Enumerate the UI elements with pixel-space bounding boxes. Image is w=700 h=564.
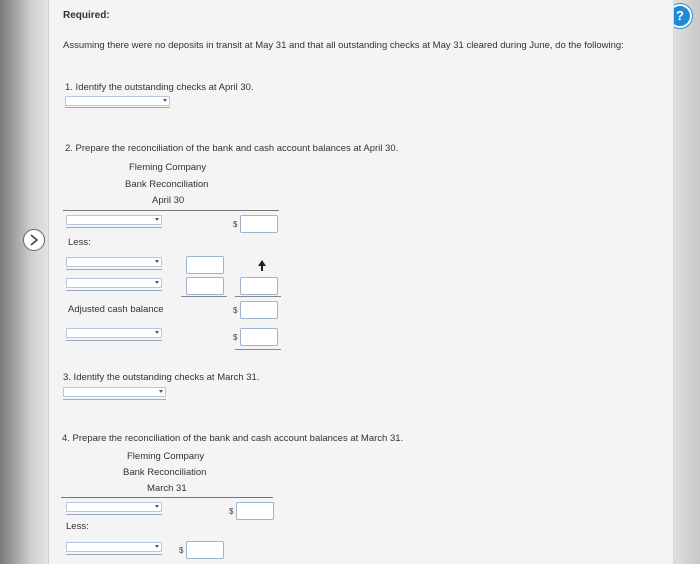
q2-dropdown-underline [66,269,162,270]
q2-amount-underline [181,296,227,297]
q4-header-rule [61,497,273,498]
currency-symbol: $ [233,306,238,315]
cursor-icon [255,259,269,273]
help-icon[interactable]: ? [668,4,692,28]
q2-less-label: Less: [68,237,91,248]
q2-less-amount-1-input[interactable] [186,256,224,274]
instructions-text: Assuming there were no deposits in transit at May 31 and that all outstanding checks at May 31 cleared during June, do the following: [63,40,624,51]
dropdown-arrow-icon [155,260,159,263]
q2-total-underline [235,296,281,297]
expand-chevron-icon[interactable] [23,229,45,251]
q2-header-rule [63,210,279,211]
dropdown-arrow-icon [155,331,159,334]
worksheet-panel [48,0,674,564]
q2-bank-balance-input[interactable] [240,215,278,233]
q3-checks-dropdown[interactable] [63,387,166,397]
currency-symbol: $ [179,546,184,555]
dropdown-arrow-icon [159,390,163,393]
question-3-text: 3. Identify the outstanding checks at March 31. [63,372,260,383]
q4-dropdown-underline [66,514,162,515]
dropdown-arrow-icon [155,545,159,548]
left-background [0,0,52,564]
q4-report-title: Bank Reconciliation [123,467,207,478]
q2-dropdown-underline [66,227,162,228]
dropdown-arrow-icon [155,505,159,508]
dropdown-arrow-icon [163,99,167,102]
q4-less-label: Less: [66,521,89,532]
q2-balance-per-bank-dropdown[interactable] [66,215,162,225]
q2-adjusted-cash-label: Adjusted cash balance [68,304,164,315]
q4-balance-per-bank-dropdown[interactable] [66,502,162,512]
q4-dropdown-underline [66,554,162,555]
required-heading: Required: [63,10,110,21]
currency-symbol: $ [233,333,238,342]
q2-less-amount-2-input[interactable] [186,277,224,295]
question-1-text: 1. Identify the outstanding checks at April 30. [65,82,254,93]
q2-company-name: Fleming Company [129,162,207,173]
q3-dropdown-underline [63,399,166,400]
question-2-text: 2. Prepare the reconciliation of the bank and cash account balances at April 30. [65,143,399,154]
dropdown-arrow-icon [155,218,159,221]
q2-report-title: Bank Reconciliation [125,179,209,190]
q4-bank-balance-input[interactable] [236,502,274,520]
q2-less-item-1-dropdown[interactable] [66,257,162,267]
q2-report-date: April 30 [152,195,185,206]
q4-report-date: March 31 [147,483,187,494]
q2-adjusted-book-dropdown[interactable] [66,328,162,338]
q2-final-underline [235,349,281,350]
q2-total-less-input[interactable] [240,277,278,295]
currency-symbol: $ [233,220,238,229]
q4-company-name: Fleming Company [127,451,205,462]
q1-checks-dropdown[interactable] [65,96,170,106]
q2-less-item-2-dropdown[interactable] [66,278,162,288]
q2-book-balance-input[interactable] [240,328,278,346]
q4-less-amount-1-input[interactable] [186,541,224,559]
question-4-text: 4. Prepare the reconciliation of the bank and cash account balances at March 31. [62,433,404,444]
q2-dropdown-underline [66,340,162,341]
q2-dropdown-underline [66,290,162,291]
q2-adjusted-balance-input[interactable] [240,301,278,319]
dropdown-arrow-icon [155,281,159,284]
q4-less-item-1-dropdown[interactable] [66,542,162,552]
q1-dropdown-underline [65,107,170,108]
currency-symbol: $ [229,507,234,516]
